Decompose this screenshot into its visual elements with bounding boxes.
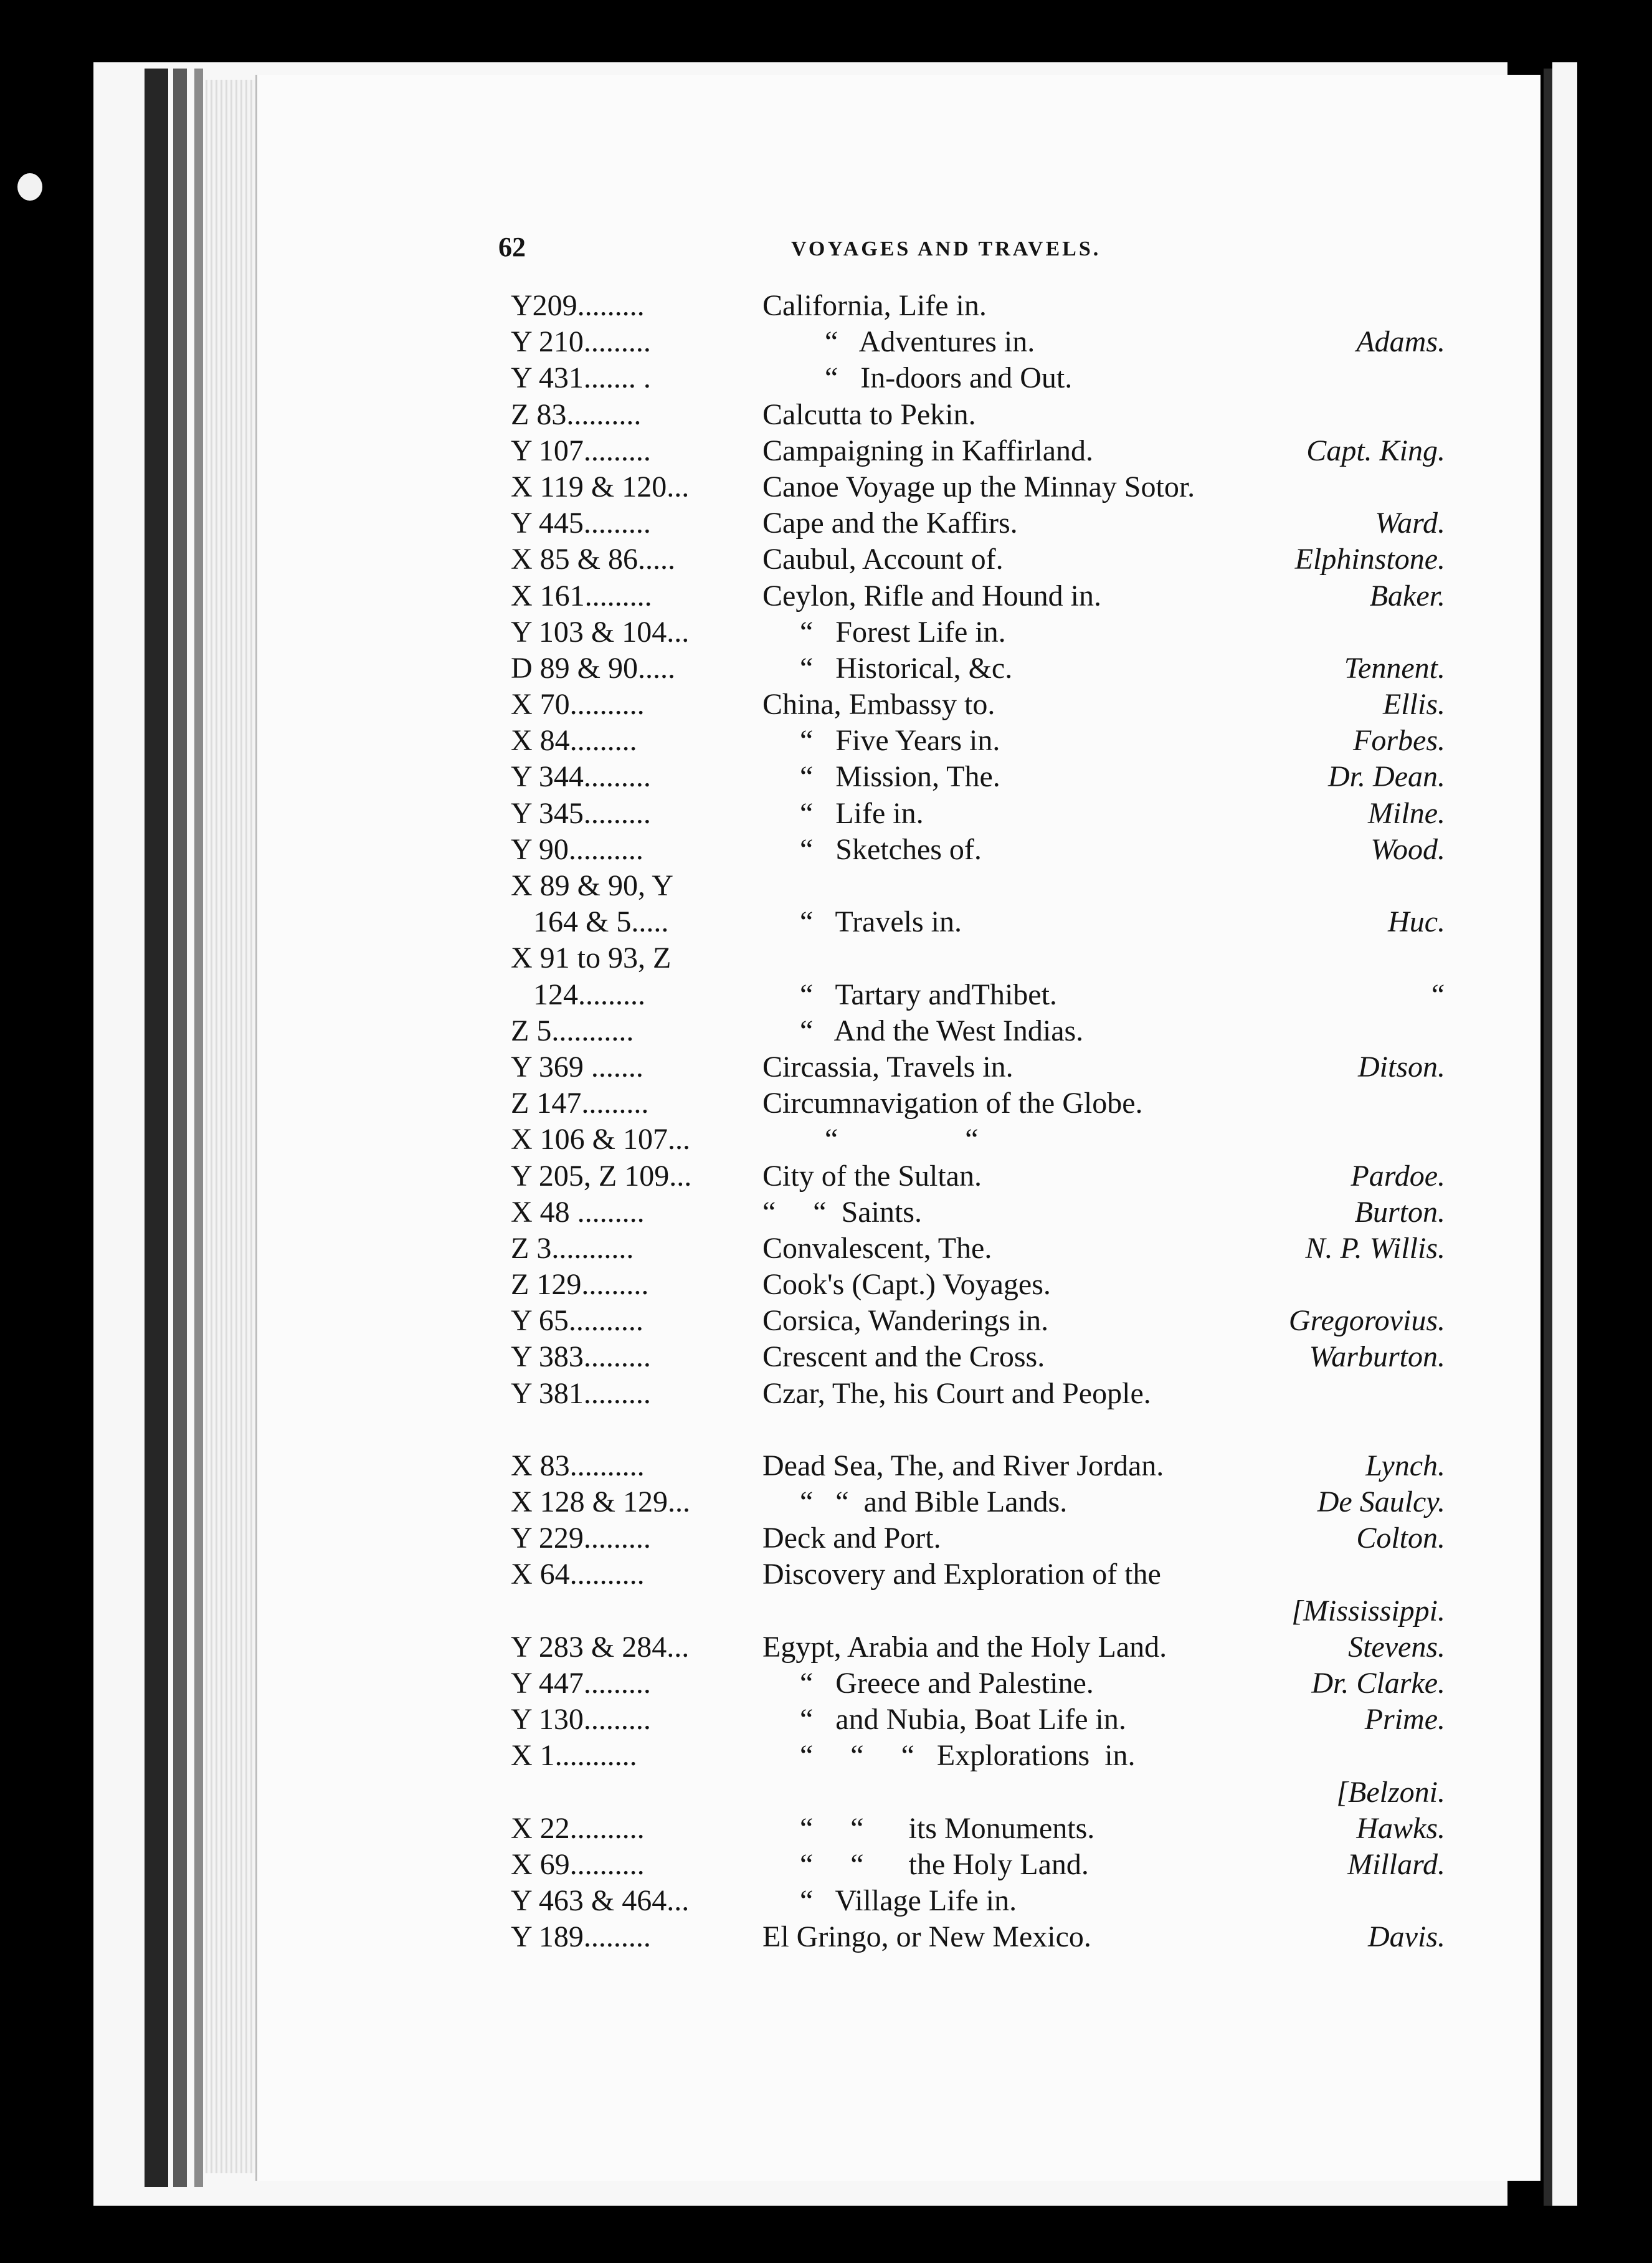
catalog-entry	[511, 977, 1445, 1013]
entry-author: [Mississippi.	[1291, 1594, 1445, 1627]
shelf-mark: Z 83..........	[511, 398, 642, 431]
entry-author: Forbes.	[1353, 724, 1445, 758]
catalog-entry	[511, 1303, 1445, 1339]
catalog-entry	[511, 1738, 1445, 1774]
running-head: VOYAGES AND TRAVELS.	[791, 237, 1101, 260]
shelf-mark: Y 107.........	[511, 434, 651, 467]
entry-title: “ “ and Bible Lands.	[800, 1485, 1068, 1518]
catalog-entry	[511, 1049, 1445, 1085]
entry-title: “ “ the Holy Land.	[800, 1847, 1089, 1881]
page-stack-edges	[206, 80, 262, 2173]
shelf-mark: X 69..........	[511, 1847, 645, 1881]
catalog-entry	[511, 433, 1445, 469]
shelf-mark: Y 210.........	[511, 325, 651, 359]
entry-title: Deck and Port.	[762, 1522, 941, 1555]
entry-author: Warburton.	[1309, 1340, 1445, 1374]
shelf-mark: Y 447.........	[511, 1666, 651, 1700]
catalog-entry	[511, 1883, 1445, 1919]
entry-title: Calcutta to Pekin.	[762, 398, 976, 431]
shelf-mark: Y 103 & 104...	[511, 615, 690, 649]
entry-author: Milne.	[1368, 796, 1445, 830]
entry-author: Millard.	[1347, 1847, 1445, 1881]
entry-title: Campaigning in Kaffirland.	[762, 434, 1093, 467]
page-right-shadow	[1544, 69, 1552, 2206]
shelf-mark: Z 3...........	[511, 1231, 634, 1265]
shelf-mark: Y 65..........	[511, 1304, 643, 1338]
entry-author: Wood.	[1370, 832, 1445, 866]
catalog-entry	[511, 541, 1445, 578]
entry-title: Circassia, Travels in.	[762, 1050, 1014, 1084]
entry-title: “ Life in.	[800, 796, 924, 830]
entry-author: Dr. Dean.	[1328, 760, 1445, 794]
entry-author: Prime.	[1364, 1703, 1445, 1737]
shelf-mark: X 70..........	[511, 688, 645, 722]
entry-title: Egypt, Arabia and the Holy Land.	[762, 1630, 1167, 1664]
entry-title: “ In-doors and Out.	[825, 361, 1073, 395]
page-right-margin	[1552, 62, 1577, 2206]
entry-title: “ And the West Indias.	[800, 1014, 1084, 1047]
entry-title: China, Embassy to.	[762, 688, 995, 722]
shelf-mark: D 89 & 90.....	[511, 651, 675, 685]
entry-title: “ Greece and Palestine.	[800, 1666, 1094, 1700]
catalog-entry	[511, 1013, 1445, 1049]
entry-title: “ Five Years in.	[800, 724, 1000, 758]
entry-author: Gregorovius.	[1288, 1304, 1445, 1338]
catalog-entry	[511, 868, 1445, 904]
catalog-entry	[511, 614, 1445, 650]
entry-title: Cape and the Kaffirs.	[762, 507, 1018, 540]
shelf-mark: X 89 & 90, Y	[511, 869, 673, 902]
catalog-entry	[511, 1376, 1445, 1412]
entry-author: Ditson.	[1357, 1050, 1445, 1084]
shelf-mark: X 64..........	[511, 1558, 645, 1591]
entry-title: “ “ “ Explorations in.	[800, 1739, 1136, 1773]
entry-author: Adams.	[1356, 325, 1445, 359]
catalog-entry	[511, 469, 1445, 505]
shelf-mark: X 91 to 93, Z	[511, 941, 672, 975]
entry-author: Colton.	[1356, 1522, 1445, 1555]
entry-title: “ “ its Monuments.	[800, 1811, 1095, 1845]
shelf-mark: X 1...........	[511, 1739, 637, 1773]
entry-title: “ Adventures in.	[825, 325, 1035, 359]
catalog-entry	[511, 1775, 1445, 1811]
shelf-mark: Y 445.........	[511, 507, 651, 540]
entry-author: De Saulcy.	[1317, 1485, 1445, 1518]
catalog-entry	[511, 1520, 1445, 1556]
entry-author: Lynch.	[1365, 1449, 1445, 1482]
catalog-entry	[511, 1484, 1445, 1520]
entry-title: Canoe Voyage up the Minnay Sotor.	[762, 470, 1195, 503]
entry-author: Davis.	[1368, 1920, 1445, 1954]
shelf-mark: Y 283 & 284...	[511, 1630, 690, 1664]
catalog-entry	[511, 1267, 1445, 1303]
entry-author: Ellis.	[1382, 688, 1445, 722]
entry-title: “ Sketches of.	[800, 832, 982, 866]
entry-title: California, Life in.	[762, 289, 987, 322]
entry-title: Crescent and the Cross.	[762, 1340, 1045, 1374]
entry-title: Ceylon, Rifle and Hound in.	[762, 579, 1101, 612]
catalog-entry	[511, 397, 1445, 433]
catalog-entry	[511, 1593, 1445, 1629]
entry-title: Cook's (Capt.) Voyages.	[762, 1268, 1051, 1302]
entry-title: “ Village Life in.	[800, 1884, 1017, 1918]
entry-title: “ and Nubia, Boat Life in.	[800, 1703, 1126, 1737]
entry-title: “ “	[825, 1123, 979, 1156]
catalog-entry	[511, 1919, 1445, 1955]
entry-title: Caubul, Account of.	[762, 543, 1004, 576]
entry-author: Hawks.	[1356, 1811, 1445, 1845]
catalog-entry	[511, 505, 1445, 541]
shelf-mark: Y 90..........	[511, 832, 643, 866]
book-spine-shadow	[194, 69, 203, 2187]
entry-title: El Gringo, or New Mexico.	[762, 1920, 1091, 1954]
catalog-entry	[511, 1085, 1445, 1122]
entry-title: Circumnavigation of the Globe.	[762, 1087, 1143, 1120]
catalog-entry	[511, 1702, 1445, 1738]
shelf-mark: Y 463 & 464...	[511, 1884, 690, 1918]
catalog-entry	[511, 904, 1445, 940]
catalog-entry	[511, 1811, 1445, 1847]
catalog-entry	[511, 1556, 1445, 1593]
entry-title: “ Forest Life in.	[800, 615, 1006, 649]
entry-author: “	[1428, 978, 1445, 1011]
catalog-entry	[511, 1122, 1445, 1158]
shelf-mark: X 106 & 107...	[511, 1123, 690, 1156]
catalog-entry	[511, 1665, 1445, 1702]
entry-author: Burton.	[1354, 1195, 1445, 1229]
entry-author: Pardoe.	[1351, 1159, 1445, 1193]
catalog-entry	[511, 687, 1445, 723]
shelf-mark: Y 205, Z 109...	[511, 1159, 692, 1193]
shelf-mark: X 119 & 120...	[511, 470, 690, 503]
page-number: 62	[498, 232, 526, 262]
catalog-entry	[511, 650, 1445, 687]
catalog-entry	[511, 288, 1445, 324]
catalog-entry	[511, 360, 1445, 396]
book-spine-shadow	[145, 69, 168, 2187]
catalog-entry	[511, 578, 1445, 614]
entry-author: [Belzoni.	[1336, 1775, 1445, 1809]
shelf-mark: X 83..........	[511, 1449, 645, 1482]
shelf-mark: Y 189.........	[511, 1920, 651, 1954]
entry-title: Corsica, Wanderings in.	[762, 1304, 1049, 1338]
catalog-entry	[511, 1339, 1445, 1375]
entry-title: “ Travels in.	[800, 905, 962, 939]
shelf-mark: X 128 & 129...	[511, 1485, 690, 1518]
catalog-entry	[511, 324, 1445, 360]
catalog-entry	[511, 796, 1445, 832]
entry-author: Elphinstone.	[1294, 543, 1445, 576]
shelf-mark: X 22..........	[511, 1811, 645, 1845]
catalog-entries	[511, 288, 1445, 1955]
shelf-mark: Z 5...........	[511, 1014, 634, 1047]
catalog-entry	[511, 759, 1445, 795]
entry-author: Capt. King.	[1306, 434, 1445, 467]
shelf-mark: 164 & 5.....	[511, 905, 669, 939]
entry-author: N. P. Willis.	[1305, 1231, 1445, 1265]
catalog-entry	[511, 1448, 1445, 1484]
shelf-mark: Z 147.........	[511, 1087, 649, 1120]
shelf-mark: Z 129.........	[511, 1268, 649, 1302]
catalog-entry	[511, 1231, 1445, 1267]
dust-speck	[17, 173, 42, 201]
shelf-mark: 124.........	[511, 978, 645, 1011]
entry-title: Discovery and Exploration of the	[762, 1558, 1161, 1591]
catalog-entry	[511, 1194, 1445, 1231]
catalog-entry	[511, 1847, 1445, 1883]
entry-author: Tennent.	[1344, 651, 1445, 685]
entry-title: “ Mission, The.	[800, 760, 1000, 794]
shelf-mark: Y 130.........	[511, 1703, 651, 1737]
entry-title: Czar, The, his Court and People.	[762, 1376, 1151, 1410]
entry-title: City of the Sultan.	[762, 1159, 982, 1193]
catalog-entry	[511, 1158, 1445, 1194]
shelf-mark: X 161.........	[511, 579, 652, 612]
shelf-mark: X 48 .........	[511, 1195, 645, 1229]
catalog-entry	[511, 832, 1445, 868]
entry-author: Stevens.	[1348, 1630, 1445, 1664]
shelf-mark: Y 344.........	[511, 760, 651, 794]
shelf-mark: Y 381.........	[511, 1376, 651, 1410]
shelf-mark: Y 383.........	[511, 1340, 651, 1374]
shelf-mark: Y209.........	[511, 289, 645, 322]
entry-author: Ward.	[1375, 507, 1445, 540]
shelf-mark: Y 431....... .	[511, 361, 651, 395]
entry-title: “ Tartary andThibet.	[800, 978, 1057, 1011]
book-spine-shadow	[173, 69, 187, 2187]
catalog-entry	[511, 1629, 1445, 1665]
entry-title: “ “ Saints.	[762, 1195, 922, 1229]
shelf-mark: X 84.........	[511, 724, 637, 758]
catalog-entry	[511, 940, 1445, 976]
entry-author: Baker.	[1369, 579, 1445, 612]
entry-author: Dr. Clarke.	[1311, 1666, 1445, 1700]
entry-author: Huc.	[1388, 905, 1445, 939]
shelf-mark: Y 369 .......	[511, 1050, 643, 1084]
entry-title: Dead Sea, The, and River Jordan.	[762, 1449, 1164, 1482]
shelf-mark: Y 229.........	[511, 1522, 651, 1555]
entry-title: “ Historical, &c.	[800, 651, 1013, 685]
entry-title: Convalescent, The.	[762, 1231, 992, 1265]
shelf-mark: X 85 & 86.....	[511, 543, 675, 576]
shelf-mark: Y 345.........	[511, 796, 651, 830]
catalog-entry	[511, 723, 1445, 759]
